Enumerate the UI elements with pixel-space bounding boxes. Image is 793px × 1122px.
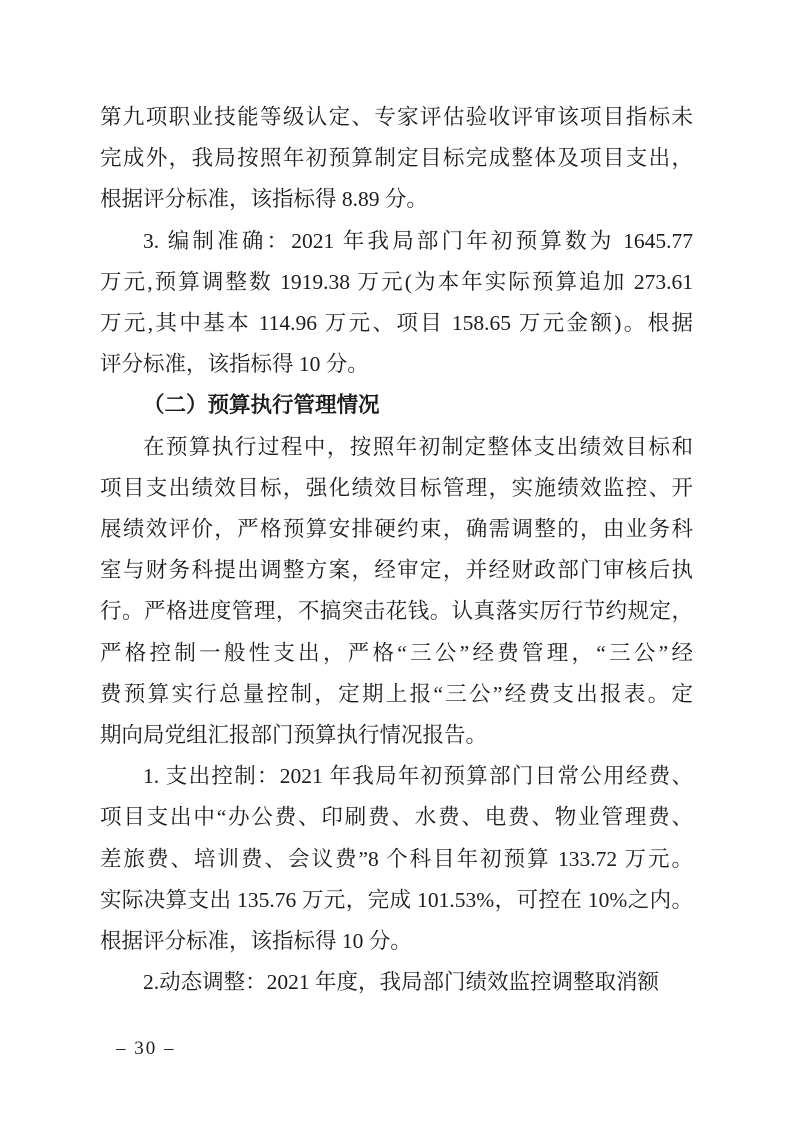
text-line: 万元,预算调整数 1919.38 万元(为本年实际预算追加 273.61	[100, 269, 693, 294]
text-line: 3. 编制准确：2021 年我局部门年初预算数为 1645.77	[143, 228, 693, 253]
text-line: 万元,其中基本 114.96 万元、项目 158.65 万元金额)。根据	[100, 311, 693, 336]
text-line: 费预算实行总量控制，定期上报“三公”经费支出报表。定	[100, 681, 693, 706]
text-line: 1. 支出控制：2021 年我局年初预算部门日常公用经费、	[143, 764, 693, 789]
text-line: 项目支出绩效目标，强化绩效目标管理，实施绩效监控、开	[100, 475, 693, 500]
text-line: 严格控制一般性支出，严格“三公”经费管理，“三公”经	[100, 640, 693, 665]
paragraph	[100, 221, 693, 386]
page-number: – 30 –	[116, 1038, 176, 1059]
text-line: 第九项职业技能等级认定、专家评估验收评审该项目指标未	[100, 105, 693, 129]
text-line: 行。严格进度管理，不搞突击花钱。认真落实厉行节约规定，	[100, 599, 693, 624]
text-line: 期向局党组汇报部门预算执行情况报告。	[100, 723, 488, 748]
page-footer	[116, 1038, 176, 1060]
text-line: 实际决算支出 135.76 万元，完成 101.53%，可控在 10%之内。	[100, 887, 693, 912]
document-body	[100, 97, 693, 1003]
text-line: 完成外，我局按照年初预算制定目标完成整体及项目支出，	[100, 146, 693, 171]
paragraph	[100, 962, 693, 1003]
text-line: 项目支出中“办公费、印刷费、水费、电费、物业管理费、	[100, 805, 693, 830]
text-line: 在预算执行过程中，按照年初制定整体支出绩效目标和	[143, 434, 693, 459]
paragraph	[100, 756, 693, 962]
text-line: 评分标准，该指标得 10 分。	[100, 352, 369, 377]
heading-line: （二）预算执行管理情况	[143, 393, 380, 418]
text-line: 差旅费、培训费、会议费”8 个科目年初预算 133.72 万元。	[100, 846, 693, 871]
section-heading	[100, 385, 693, 426]
text-line: 展绩效评价，严格预算安排硬约束，确需调整的，由业务科	[100, 517, 693, 542]
text-line: 根据评分标准，该指标得 8.89 分。	[100, 187, 428, 212]
text-line: 室与财务科提出调整方案，经审定，并经财政部门审核后执	[100, 558, 693, 583]
text-line: 2.动态调整：2021 年度，我局部门绩效监控调整取消额	[143, 970, 660, 995]
paragraph	[100, 427, 693, 757]
text-line: 根据评分标准，该指标得 10 分。	[100, 929, 412, 954]
paragraph	[100, 97, 693, 221]
